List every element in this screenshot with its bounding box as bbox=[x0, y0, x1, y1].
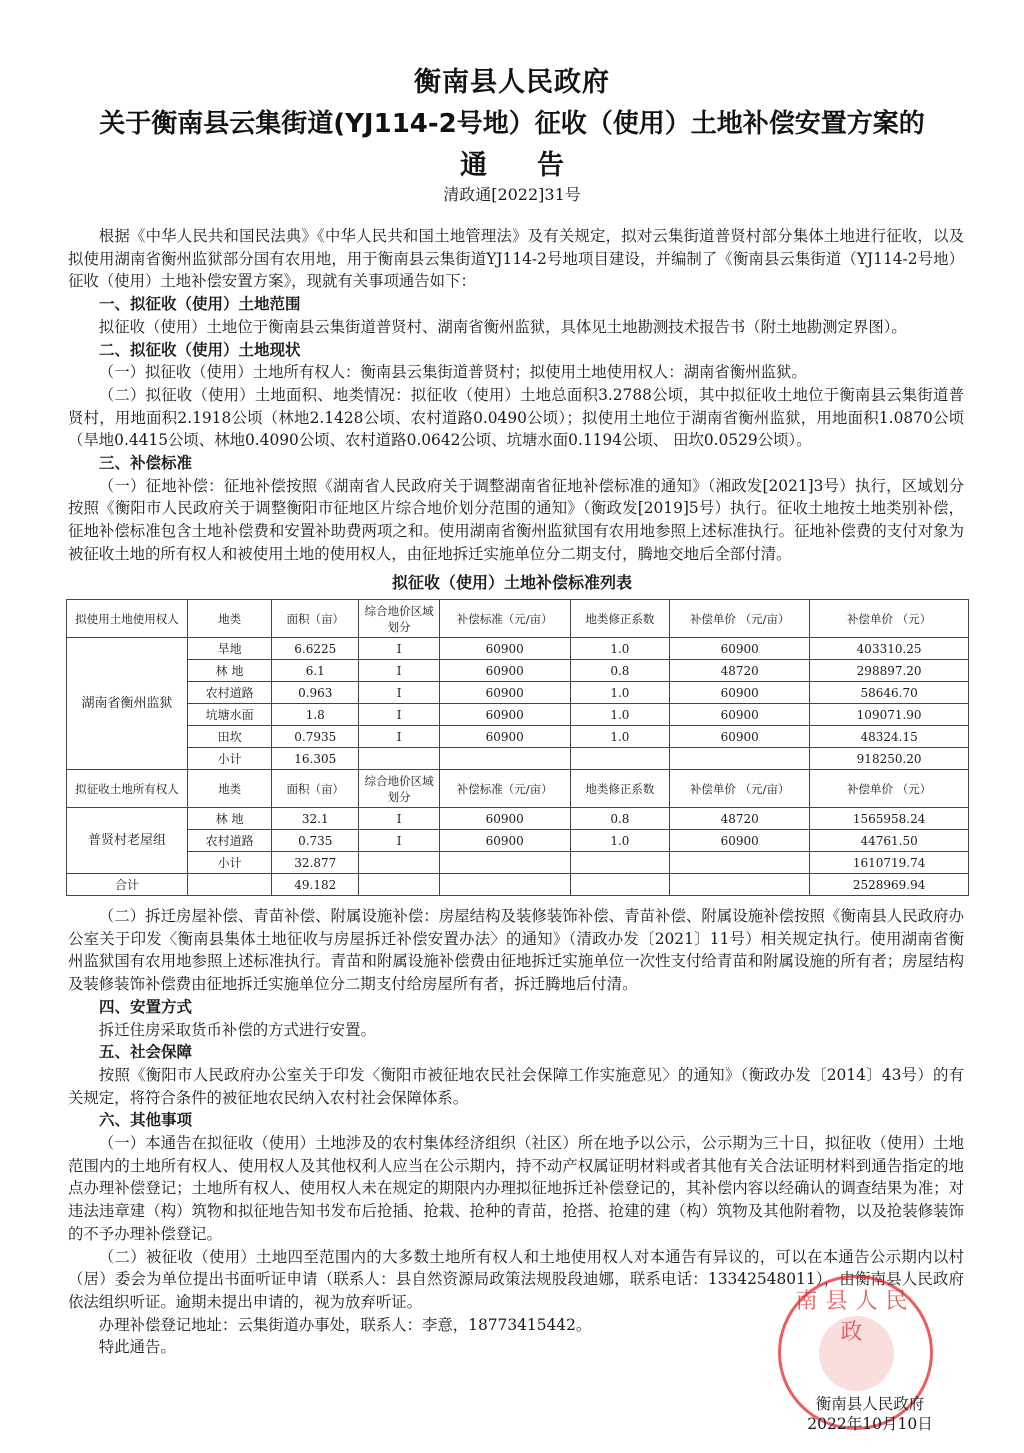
total-label: 合计 bbox=[67, 874, 188, 896]
empty-cell bbox=[439, 852, 570, 874]
table-cell: Ⅰ bbox=[359, 726, 439, 748]
table-cell: 58646.70 bbox=[810, 682, 969, 704]
empty-cell bbox=[570, 874, 670, 896]
rights-holder-cell: 普贤村老屋组 bbox=[67, 808, 188, 874]
table-row bbox=[67, 808, 969, 830]
empty-cell bbox=[670, 874, 810, 896]
table-cell: 林 地 bbox=[188, 808, 272, 830]
paragraph: 拟征收（使用）土地位于衡南县云集街道普贤村、湖南省衡州监狱，具体见土地勘测技术报告书（附土地勘测定界图）。 bbox=[98, 317, 907, 336]
table-cell: 60900 bbox=[439, 726, 570, 748]
issuer-heading: 衡南县人民政府 bbox=[414, 67, 610, 98]
paragraph: （二）拟征收（使用）土地面积、地类情况：拟征收（使用）土地总面积3.2788公顷，其中拟征收土地位于衡南县云集街道普贤村，用地面积2.1918公顷（林地2.1428公顷、农村道路0.0490公顷）；拟使用土地位于湖南省衡州监狱，用地面积1.0870公顷（旱地0.4415公顷、林地0.4090公顷、农村道路0.0642公顷、坑塘水面0.1194公顷、 田坎0.0529公顷）。 bbox=[68, 385, 964, 450]
subtotal-amount: 918250.20 bbox=[810, 748, 969, 770]
paragraph: （二）被征收（使用）土地四至范围内的大多数土地所有权人和土地使用权人对本通告有异议的，可以在本通告公示期内以村（居）委会为单位提出书面听证申请（联系人：县自然资源局政策法规股段迪娜，联系电话：13342548011），由衡南县人民政府依法组织听证。逾期未提出申请的，视为放弃听证。 bbox=[68, 1247, 964, 1311]
seal-text: 南县人民政 bbox=[795, 1289, 916, 1345]
subtotal-row bbox=[67, 748, 969, 770]
paragraph: （一）本通告在拟征收（使用）土地涉及的农村集体经济组织（社区）所在地予以公示，公示期为三十日，拟征收（使用）土地范围内的土地所有权人、使用权人及其他权利人应当在公示期内，持不动产权属证明材料或者其他有关合法证明材料到通告指定的地点办理补偿登记；土地所有权人、使用权人未在规定的期限内办理拟征地拆迁补偿登记的，其补偿内容以经确认的调查结果为准；对违法违章建（构）筑物和拟征地告知书发布后抢插、抢栽、抢种的青苗，抢搭、抢建的建（构）筑物及其他附着物，以及抢装修装饰的不予办理补偿登记。 bbox=[68, 1134, 964, 1243]
table-cell: 1.0 bbox=[570, 704, 670, 726]
table-cell: 1.0 bbox=[570, 682, 670, 704]
table-cell: 60900 bbox=[670, 638, 810, 660]
table-cell: 0.8 bbox=[570, 808, 670, 830]
empty-cell bbox=[570, 748, 670, 770]
subtotal-area: 16.305 bbox=[272, 748, 359, 770]
table-cell: 60900 bbox=[439, 638, 570, 660]
table-cell: 1.0 bbox=[570, 830, 670, 852]
table-cell: 109071.90 bbox=[810, 704, 969, 726]
table-cell: Ⅰ bbox=[359, 660, 439, 682]
table-row bbox=[67, 726, 969, 748]
table-cell: 60900 bbox=[670, 682, 810, 704]
column-header: 面积（亩） bbox=[272, 770, 359, 808]
table-cell: Ⅰ bbox=[359, 830, 439, 852]
table-header-row bbox=[67, 770, 969, 808]
table-cell: 48324.15 bbox=[810, 726, 969, 748]
table-cell: 1.0 bbox=[570, 638, 670, 660]
paragraph: （二）拆迁房屋补偿、青苗补偿、附属设施补偿：房屋结构及装修装饰补偿、青苗补偿、附属设施补偿按照《衡南县人民政府办公室关于印发〈衡南县集体土地征收与房屋拆迁补偿安置办法〉的通知》（清政办发〔2021〕11号）相关规定执行。使用湖南省衡州监狱国有农用地参照上述标准执行。青苗和附属设施补偿费由征地拆迁实施单位一次性支付给青苗和附属设施的所有者；房屋结构及装修装饰补偿费由征地拆迁实施单位分二期支付给房屋所有者，拆迁腾地后付清。 bbox=[68, 907, 964, 994]
table-cell: 6.1 bbox=[272, 660, 359, 682]
table-cell: 32.1 bbox=[272, 808, 359, 830]
column-header: 综合地价区域划分 bbox=[359, 770, 439, 808]
column-header: 补偿单价 （元/亩） bbox=[670, 600, 810, 638]
table-title: 拟征收（使用）土地补偿标准列表 bbox=[391, 573, 632, 592]
document-type: 通告 bbox=[460, 150, 614, 181]
table-row bbox=[67, 704, 969, 726]
table-cell: 1.8 bbox=[272, 704, 359, 726]
table-cell: 田坎 bbox=[188, 726, 272, 748]
table-cell: 1565958.24 bbox=[810, 808, 969, 830]
table-cell: 0.963 bbox=[272, 682, 359, 704]
table-cell: 60900 bbox=[439, 808, 570, 830]
table-cell: 60900 bbox=[439, 704, 570, 726]
table-cell: Ⅰ bbox=[359, 638, 439, 660]
column-header: 补偿单价 （元/亩） bbox=[670, 770, 810, 808]
column-header: 综合地价区域划分 bbox=[359, 600, 439, 638]
paragraph: 拆迁住房采取货币补偿的方式进行安置。 bbox=[98, 1020, 376, 1039]
table-cell: 0.8 bbox=[570, 660, 670, 682]
section-heading: 四、安置方式 bbox=[99, 997, 193, 1016]
column-header: 面积（亩） bbox=[272, 600, 359, 638]
column-header: 拟使用土地使用权人 bbox=[67, 600, 188, 638]
column-header: 地类 bbox=[188, 770, 272, 808]
table-cell: 6.6225 bbox=[272, 638, 359, 660]
empty-cell bbox=[188, 874, 272, 896]
table-cell: 60900 bbox=[439, 660, 570, 682]
total-area: 49.182 bbox=[272, 874, 359, 896]
table-row bbox=[67, 830, 969, 852]
total-row bbox=[67, 874, 969, 896]
body-part-1 bbox=[68, 225, 964, 566]
subtotal-label: 小计 bbox=[188, 748, 272, 770]
table-row bbox=[67, 638, 969, 660]
paragraph: （一）征地补偿：征地补偿按照《湖南省人民政府关于调整湖南省征地补偿标准的通知》（湘政发[2021]3号）执行，区域划分按照《衡阳市人民政府关于调整衡阳市征地区片综合地价划分范围的通知》（衡政发[2019]5号）执行。征收土地按土地类别补偿，征地补偿标准包含土地补偿费和安置补助费两项之和。使用湖南省衡州监狱国有农用地参照上述标准执行。征地补偿费的支付对象为被征收土地的所有权人和被使用土地的使用权人，由征地拆迁实施单位分二期支付，腾地交地后全部付清。 bbox=[68, 476, 964, 563]
column-header: 补偿单价 （元） bbox=[810, 600, 969, 638]
empty-cell bbox=[670, 748, 810, 770]
table-cell: 403310.25 bbox=[810, 638, 969, 660]
table-cell: 农村道路 bbox=[188, 682, 272, 704]
empty-cell bbox=[359, 852, 439, 874]
empty-cell bbox=[439, 874, 570, 896]
table-cell: 坑塘水面 bbox=[188, 704, 272, 726]
subtotal-row bbox=[67, 852, 969, 874]
intro-paragraph: 根据《中华人民共和国民法典》《中华人民共和国土地管理法》及有关规定，拟对云集街道普贤村部分集体土地进行征收，以及拟使用湖南省衡州监狱部分国有农用地，用于衡南县云集街道YJ114-2号地项目建设，并编制了《衡南县云集街道（YJ114-2号地）征收（使用）土地补偿安置方案》，现就有关事项通告如下： bbox=[68, 227, 964, 291]
contact-paragraph: 办理补偿登记地址：云集街道办事处，联系人：李意，18773415442。 bbox=[98, 1315, 592, 1334]
section-heading: 六、其他事项 bbox=[99, 1111, 193, 1130]
table-cell: 0.735 bbox=[272, 830, 359, 852]
column-header: 补偿单价 （元） bbox=[810, 770, 969, 808]
subtotal-label: 小计 bbox=[188, 852, 272, 874]
table-cell: 农村道路 bbox=[188, 830, 272, 852]
signature-date: 2022年10月10日 bbox=[807, 1415, 933, 1433]
column-header: 地类 bbox=[188, 600, 272, 638]
column-header: 拟征收土地所有权人 bbox=[67, 770, 188, 808]
table-cell: 60900 bbox=[670, 704, 810, 726]
table-cell: Ⅰ bbox=[359, 808, 439, 830]
section-heading: 一、拟征收（使用）土地范围 bbox=[99, 295, 301, 314]
table-row bbox=[67, 682, 969, 704]
document-number: 清政通[2022]31号 bbox=[443, 185, 581, 204]
column-header: 补偿标准（元/亩） bbox=[439, 600, 570, 638]
rights-holder-cell: 湖南省衡州监狱 bbox=[67, 638, 188, 770]
table-cell: Ⅰ bbox=[359, 704, 439, 726]
compensation-table bbox=[66, 599, 969, 896]
table-cell: 298897.20 bbox=[810, 660, 969, 682]
empty-cell bbox=[670, 852, 810, 874]
table-cell: 44761.50 bbox=[810, 830, 969, 852]
table-cell: 60900 bbox=[439, 682, 570, 704]
notice-title: 关于衡南县云集街道(YJ114-2号地）征收（使用）土地补偿安置方案的 bbox=[99, 109, 925, 139]
empty-cell bbox=[570, 852, 670, 874]
table-cell: 60900 bbox=[439, 830, 570, 852]
total-amount: 2528969.94 bbox=[810, 874, 969, 896]
table-row bbox=[67, 660, 969, 682]
subtotal-area: 32.877 bbox=[272, 852, 359, 874]
paragraph: 按照《衡阳市人民政府办公室关于印发〈衡阳市被征地农民社会保障工作实施意见〉的通知》（衡政办发〔2014〕43号）的有关规定，将符合条件的被征地农民纳入农村社会保障体系。 bbox=[68, 1065, 964, 1107]
section-heading: 三、补偿标准 bbox=[99, 454, 193, 473]
table-cell: Ⅰ bbox=[359, 682, 439, 704]
paragraph: （一）拟征收（使用）土地所有权人：衡南县云集街道普贤村；拟使用土地使用权人：湖南省衡州监狱。 bbox=[98, 363, 807, 382]
table-cell: 旱地 bbox=[188, 638, 272, 660]
table-header-row bbox=[67, 600, 969, 638]
subtotal-amount: 1610719.74 bbox=[810, 852, 969, 874]
column-header: 补偿标准（元/亩） bbox=[439, 770, 570, 808]
table-cell: 60900 bbox=[670, 726, 810, 748]
section-heading: 五、社会保障 bbox=[99, 1043, 193, 1062]
column-header: 地类修正系数 bbox=[570, 600, 670, 638]
empty-cell bbox=[439, 748, 570, 770]
empty-cell bbox=[359, 748, 439, 770]
table-cell: 60900 bbox=[670, 830, 810, 852]
closing-paragraph: 特此通告。 bbox=[98, 1338, 176, 1357]
table-cell: 1.0 bbox=[570, 726, 670, 748]
table-cell: 48720 bbox=[670, 660, 810, 682]
table-cell: 林 地 bbox=[188, 660, 272, 682]
table-cell: 48720 bbox=[670, 808, 810, 830]
table-cell: 0.7935 bbox=[272, 726, 359, 748]
section-heading: 二、拟征收（使用）土地现状 bbox=[99, 340, 301, 359]
empty-cell bbox=[359, 874, 439, 896]
signature-issuer: 衡南县人民政府 bbox=[815, 1395, 925, 1413]
column-header: 地类修正系数 bbox=[570, 770, 670, 808]
